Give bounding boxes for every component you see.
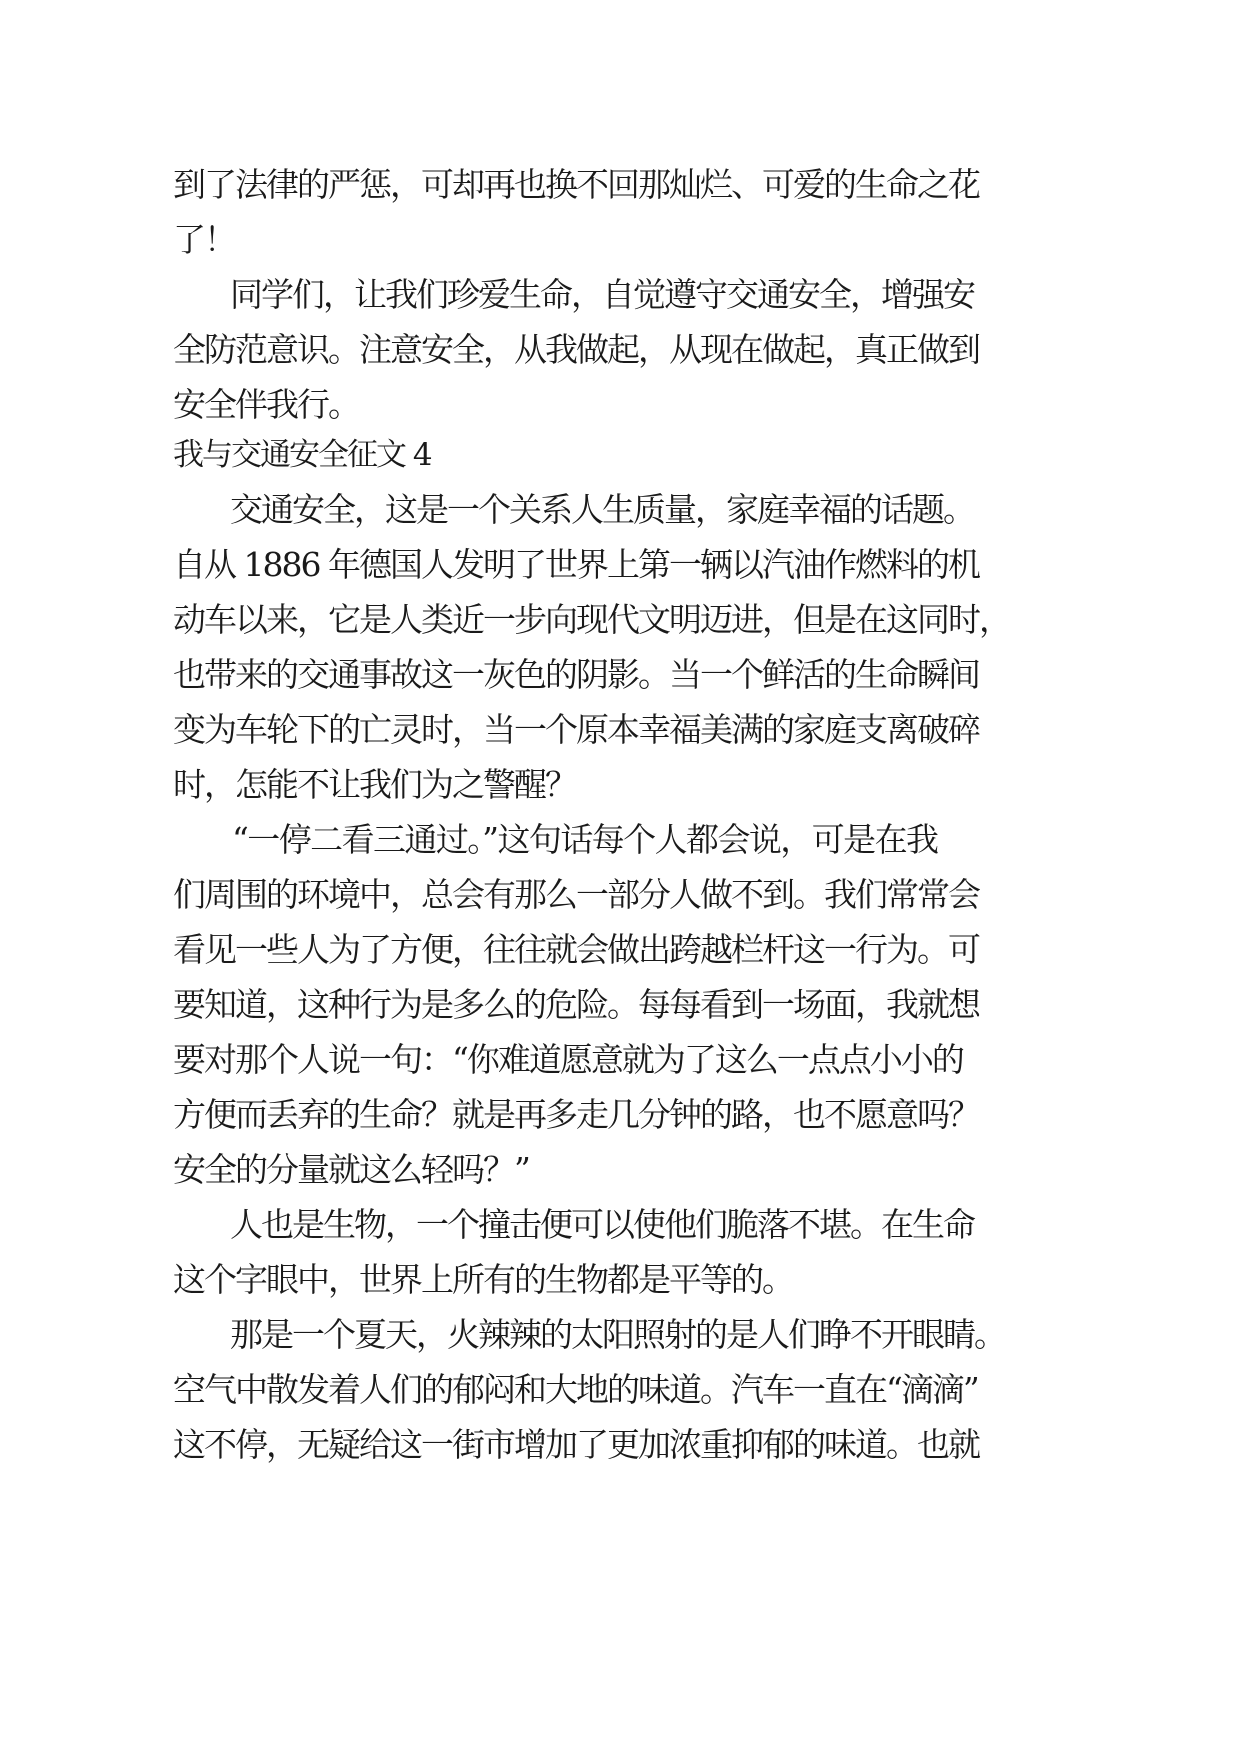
text-line — [0, 975, 1241, 1035]
line-text: 人也是生物，一个撞击便可以使他们脆落不堪。在生命 — [230, 1205, 974, 1244]
text-line — [0, 265, 1241, 325]
text-line — [0, 1030, 1241, 1090]
text-line — [0, 1140, 1241, 1200]
text-line — [0, 320, 1241, 380]
line-text: 安全的分量就这么轻吗？” — [173, 1150, 529, 1189]
line-text: 空气中散发着人们的郁闷和大地的味道。汽车一直在“滴滴” — [173, 1370, 978, 1409]
line-text: 方便而丢弃的生命？就是再多走几分钟的路，也不愿意吗？ — [173, 1095, 979, 1134]
section-heading-text: 我与交通安全征文 4 — [173, 437, 431, 473]
line-text: 动车以来，它是人类近一步向现代文明迈进，但是在这同时， — [173, 600, 1010, 639]
text-line — [0, 1195, 1241, 1255]
line-text: 们周围的环境中，总会有那么一部分人做不到。我们常常会 — [173, 875, 979, 914]
text-line — [0, 755, 1241, 815]
text-line — [0, 1085, 1241, 1145]
line-text: 全防范意识。注意安全，从我做起，从现在做起，真正做到 — [173, 330, 979, 369]
text-line — [0, 480, 1241, 540]
section-heading — [0, 425, 1241, 485]
line-text: 了！ — [173, 220, 235, 259]
text-line — [0, 1415, 1241, 1475]
line-text: 那是一个夏天，火辣辣的太阳照射的是人们睁不开眼睛。 — [230, 1315, 1005, 1354]
line-text: 要知道，这种行为是多么的危险。每每看到一场面，我就想 — [173, 985, 979, 1024]
line-text: 同学们，让我们珍爱生命，自觉遵守交通安全，增强安 — [230, 275, 974, 314]
text-line — [0, 1250, 1241, 1310]
text-line — [0, 810, 1241, 870]
line-text: 交通安全，这是一个关系人生质量，家庭幸福的话题。 — [230, 490, 974, 529]
line-text: 这不停，无疑给这一街市增加了更加浓重抑郁的味道。也就 — [173, 1425, 979, 1464]
line-text: 这个字眼中，世界上所有的生物都是平等的。 — [173, 1260, 793, 1299]
text-line — [0, 1360, 1241, 1420]
line-text: 看见一些人为了方便，往往就会做出跨越栏杆这一行为。可 — [173, 930, 979, 969]
text-line — [0, 535, 1241, 595]
text-line — [0, 865, 1241, 925]
line-text: 也带来的交通事故这一灰色的阴影。当一个鲜活的生命瞬间 — [173, 655, 979, 694]
text-line — [0, 700, 1241, 760]
line-text: 变为车轮下的亡灵时，当一个原本幸福美满的家庭支离破碎 — [173, 710, 979, 749]
text-line — [0, 155, 1241, 215]
text-line — [0, 210, 1241, 270]
line-text: “一停二看三通过。”这句话每个人都会说，可是在我 — [232, 820, 938, 859]
text-line — [0, 1305, 1241, 1365]
text-line — [0, 645, 1241, 705]
line-text: 时，怎能不让我们为之警醒？ — [173, 765, 576, 804]
text-line — [0, 920, 1241, 980]
line-text: 安全伴我行。 — [173, 385, 359, 424]
text-line — [0, 590, 1241, 650]
line-text: 自从 1886 年德国人发明了世界上第一辆以汽油作燃料的机 — [173, 545, 979, 584]
line-text: 到了法律的严惩，可却再也换不回那灿烂、可爱的生命之花 — [173, 165, 979, 204]
line-text: 要对那个人说一句：“你难道愿意就为了这么一点点小小的 — [173, 1040, 963, 1079]
